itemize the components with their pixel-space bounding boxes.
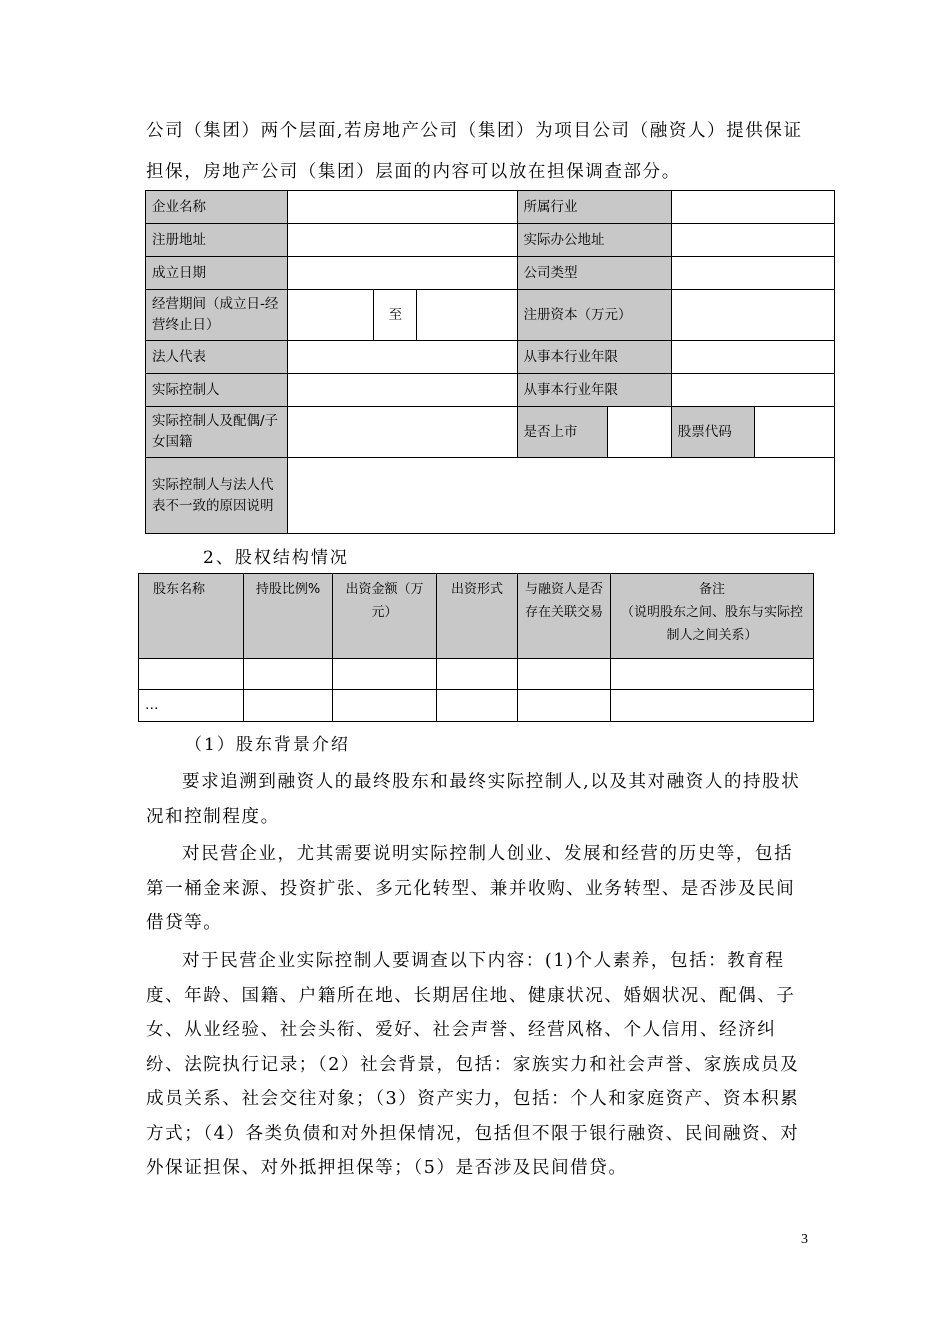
- header-amount: 出资金额（万元）: [333, 574, 437, 659]
- reg-capital-field[interactable]: [671, 290, 834, 341]
- header-shareholder-name: 股东名称: [139, 574, 244, 659]
- header-form: 出资形式: [437, 574, 518, 659]
- period-start-field[interactable]: [288, 290, 374, 341]
- nationality-label: 实际控制人及配偶/子女国籍: [146, 407, 288, 458]
- cell-form[interactable]: [437, 690, 518, 722]
- section-2-title: 2、股权结构情况: [203, 548, 349, 568]
- period-label: 经营期间（成立日-经营终止日）: [146, 290, 288, 341]
- reason-field[interactable]: [288, 458, 835, 534]
- stock-code-field[interactable]: [754, 407, 834, 458]
- cell-amount[interactable]: [333, 659, 437, 690]
- header-remark-title: 备注: [698, 582, 725, 597]
- period-end-field[interactable]: [417, 290, 517, 341]
- reg-address-label: 注册地址: [146, 224, 288, 257]
- industry-field[interactable]: [671, 191, 834, 224]
- cell-name[interactable]: [139, 659, 244, 690]
- listed-field[interactable]: [607, 407, 671, 458]
- company-info-table: [145, 190, 835, 534]
- header-ratio: 持股比例%: [244, 574, 333, 659]
- controller-field[interactable]: [288, 374, 517, 407]
- paragraph-1: 要求追溯到融资人的最终股东和最终实际控制人,以及其对融资人的持股状况和控制程度。: [146, 772, 801, 827]
- industry-label: 所属行业: [517, 191, 671, 224]
- cell-remark[interactable]: [611, 659, 814, 690]
- office-address-label: 实际办公地址: [517, 224, 671, 257]
- header-remark-note: （说明股东之间、股东与实际控制人之间关系）: [620, 605, 803, 643]
- subsection-1-title: （1）股东背景介绍: [185, 735, 350, 755]
- cell-ratio[interactable]: [244, 690, 333, 722]
- nationality-field[interactable]: [288, 407, 517, 458]
- controller-label: 实际控制人: [146, 374, 288, 407]
- period-to-label: 至: [374, 290, 417, 341]
- intro-line-2: 担保，房地产公司（集团）层面的内容可以放在担保调查部分。: [146, 162, 681, 182]
- header-remark: [611, 574, 814, 659]
- founded-field[interactable]: [288, 257, 517, 290]
- company-name-field[interactable]: [288, 191, 517, 224]
- years-industry-field-2[interactable]: [671, 374, 834, 407]
- company-name-label: 企业名称: [146, 191, 288, 224]
- cell-related[interactable]: [518, 690, 611, 722]
- table-row: [139, 659, 814, 690]
- cell-amount[interactable]: [333, 690, 437, 722]
- cell-form[interactable]: [437, 659, 518, 690]
- paragraph-2: 对民营企业，尤其需要说明实际控制人创业、发展和经营的历史等，包括第一桶金来源、投资扩张、多元化转型、兼并收购、业务转型、是否涉及民间借贷等。: [146, 844, 796, 933]
- stock-code-label: 股票代码: [671, 407, 754, 458]
- ellipsis-cell: …: [139, 690, 244, 722]
- header-related: 与融资人是否存在关联交易: [518, 574, 611, 659]
- years-industry-field-1[interactable]: [671, 341, 834, 374]
- reason-label: 实际控制人与法人代表不一致的原因说明: [146, 458, 288, 534]
- cell-ratio[interactable]: [244, 659, 333, 690]
- reg-capital-label: 注册资本（万元）: [517, 290, 671, 341]
- listed-label: 是否上市: [517, 407, 607, 458]
- cell-remark[interactable]: [611, 690, 814, 722]
- legal-rep-field[interactable]: [288, 341, 517, 374]
- founded-label: 成立日期: [146, 257, 288, 290]
- cell-related[interactable]: [518, 659, 611, 690]
- table-row: [139, 690, 814, 722]
- company-type-field[interactable]: [671, 257, 834, 290]
- intro-line-1: 公司（集团）两个层面,若房地产公司（集团）为项目公司（融资人）提供保证: [146, 121, 803, 141]
- office-address-field[interactable]: [671, 224, 834, 257]
- years-industry-label-2: 从事本行业年限: [517, 374, 671, 407]
- years-industry-label-1: 从事本行业年限: [517, 341, 671, 374]
- company-type-label: 公司类型: [517, 257, 671, 290]
- page-number: 3: [801, 1232, 808, 1247]
- paragraph-3: 对于民营企业实际控制人要调查以下内容：(1)个人素养，包括：教育程度、年龄、国籍、户籍所在地、长期居住地、健康状况、婚姻状况、配偶、子女、从业经验、社会头衔、爱好、社会声誉、经营风格、个人信用、经济纠纷、法院执行记录；（2）社会背景，包括：家族实力和社会声誉、家族成员及成员关系、社会交往对象；（3）资产实力，包括：个人和家庭资产、资本积累方式；（4）各类负债和对外担保情况，包括但不限于银行融资、民间融资、对外保证担保、对外抵押担保等；（5）是否涉及民间借贷。: [146, 951, 800, 1178]
- legal-rep-label: 法人代表: [146, 341, 288, 374]
- shareholding-table: [138, 573, 814, 722]
- reg-address-field[interactable]: [288, 224, 517, 257]
